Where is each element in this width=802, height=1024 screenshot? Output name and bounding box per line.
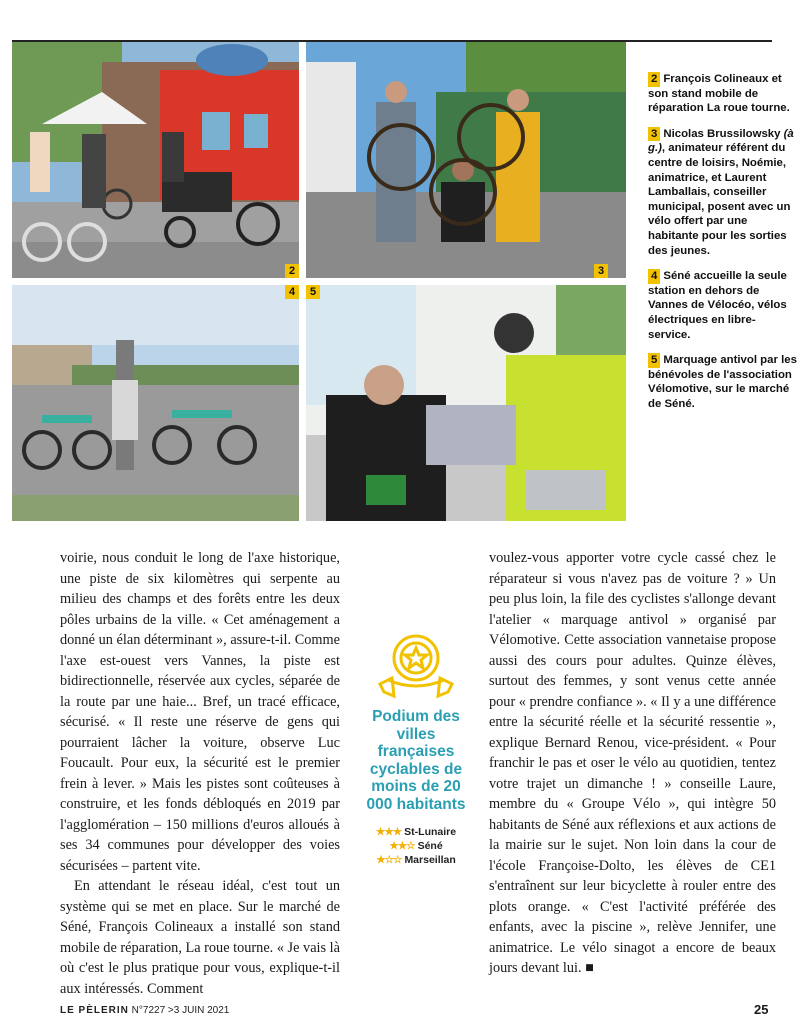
photo-bicycle-group <box>306 42 626 278</box>
podium-title: Podium des villes françaises cyclables de moins de 20 000 habitants <box>366 708 466 813</box>
rank-item: ★★★ St-Lunaire <box>375 826 457 838</box>
rank-item: ★★☆ Séné <box>389 840 443 852</box>
caption-5: 5 Marquage antivol par les bénévoles de l'association Vélomotive, sur le marché de Séné. <box>648 354 797 410</box>
medal-star-icon <box>370 630 462 702</box>
photo-number-badge: 4 <box>285 285 299 299</box>
star-rating: ★★☆ <box>389 840 415 852</box>
article-paragraph: voulez-vous apporter votre cycle cassé chez le réparateur si vous n'avez pas de voiture ? » Un peu plus loin, la file des cyclistes s'allonge devant l'atelier « marquage antivol » organisé par Vélomotive. Cette association vannetaise propose aussi des cours pour adultes. Quinze élèves, surtout des femmes, y sont venus cette année pour « prendre confiance ». « Il y a une différence entre la sécurité réelle et la sécurité ressentie », explique Bernard Renou, vice-président. « Pour franchir le pas et oser le vélo au quotidien, tentez votre trajet un dimanche ! » conseille Laure, membre du « Groupe Vélo », qui intègre 50 habitants de Séné aux réflexions et aux actions de la mairie sur le sujet. Non loin dans la cour de l'école Françoise-Dolto, les élèves de CE1 s'entraînent sur leur bicyclette à rouler entre des plots orange. « C'est l'activité préférée des enfants, avec la piscine », relève Jennifer, une animatrice. Le vélo sinagot a encore de beaux jours devant lui. ■ <box>489 550 776 976</box>
caption-3: 3 Nicolas Brussilowsky (à g.), animateur référent du centre de loisirs, Noémie, animatrice, et Laurent Lamballais, conseiller municipal, posent avec un vélo offert par une habitante pour les sorties des jeunes. <box>648 127 794 257</box>
rank-item: ★☆☆ Marseillan <box>376 854 456 866</box>
photo-captions <box>648 72 798 422</box>
caption-4: 4 Séné accueille la seule station en dehors de Vannes de Vélocéo, vélos électriques en libre-service. <box>648 270 787 341</box>
star-rating: ★★★ <box>375 826 402 838</box>
article-column-right <box>489 548 776 979</box>
photo-restaurant-bikes <box>12 42 299 278</box>
podium-ranking <box>360 825 472 867</box>
article-paragraph: En attendant le réseau idéal, c'est tout un système qui se met en place. Sur le marché de Séné, François Colineaux a installé son stand mobile de réparation, La roue tourne. « Je vais là où c'est le plus pratique pour vous, explique-t-il aux intéressés. Comment <box>60 878 340 997</box>
photo-number-badge: 2 <box>285 264 299 278</box>
star-rating: ★☆☆ <box>376 854 402 866</box>
photo-number-badge: 5 <box>306 285 320 299</box>
article-column-left <box>60 548 340 999</box>
caption-2: 2 François Colineaux et son stand mobile de réparation La roue tourne. <box>648 73 790 115</box>
podium-box <box>360 630 472 867</box>
page-number: 25 <box>754 1002 769 1017</box>
photo-number-badge: 3 <box>594 264 608 278</box>
page-footer <box>60 1005 229 1016</box>
magazine-brand: LE PÈLERIN <box>60 1005 129 1016</box>
article-paragraph: voirie, nous conduit le long de l'axe historique, une piste de six kilomètres qui serpente au milieu des champs et des forêts entre les deux pôles urbains de la ville. « Cet aménagement a donné un élan déterminant », assure-t-il. Comme l'axe est-ouest vers Vannes, la piste est bidirectionnelle, réservée aux cycles, séparée de la route par une haie... Bref, un tracé efficace, sécurisé. « Il reste une réserve de gens qui pourraient lâcher la voiture, observe Luc Foucault. Pour eux, la sécurité est le premier frein à lever. » Mais les pistes sont coûteuses à construire, et les fonds débloqués en 2019 par l'agglomération – 150 millions d'euros alloués à ses 34 communes pour développer des voies sécurisées – partent vite. <box>60 550 340 874</box>
photo-bike-share-station <box>12 285 299 521</box>
issue-info: N°7227 >3 JUIN 2021 <box>128 1005 230 1016</box>
photo-antivol-marking <box>306 285 626 521</box>
